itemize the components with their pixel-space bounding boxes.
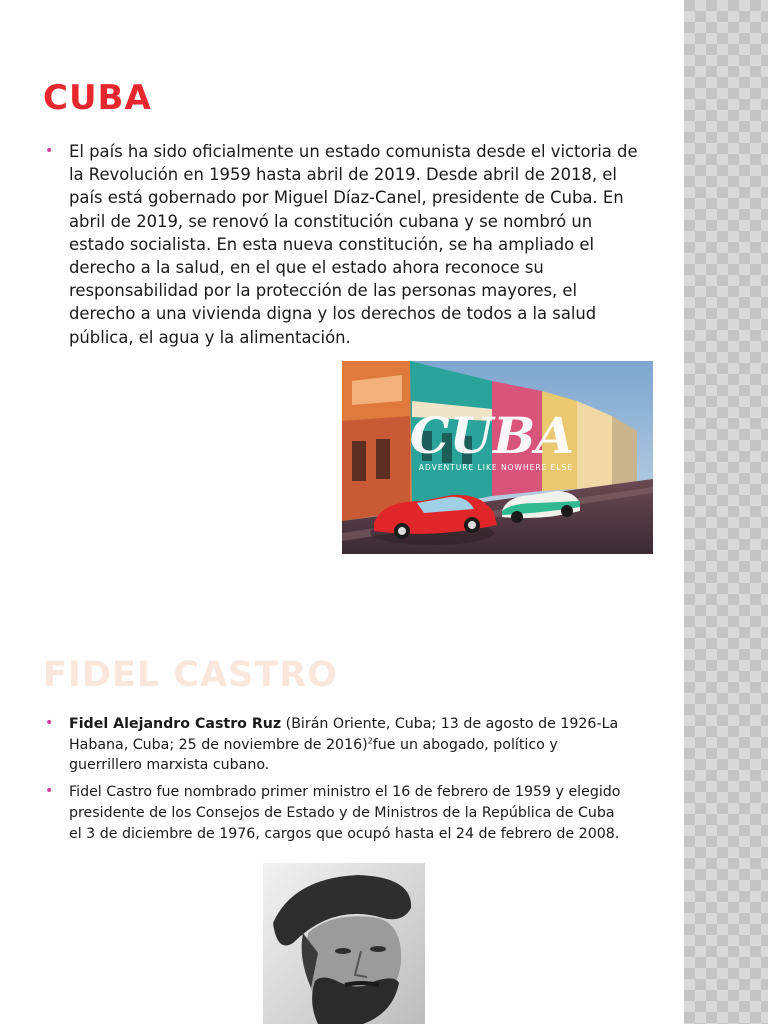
bullet-item — [43, 782, 623, 844]
slide-title: CUBA — [43, 78, 152, 118]
bullet-text: Fidel Castro fue nombrado primer ministro el 16 de febrero de 1959 y elegido presidente de los Consejos de Estado y de Ministros de la República de Cuba el 3 de diciembre de 1976, cargos que ocupó hasta el 24 de febrero de 2008. — [69, 784, 621, 842]
slide-title: FIDEL CASTRO — [43, 655, 338, 695]
bullet-icon: • — [45, 715, 54, 731]
bullet-list — [43, 140, 643, 349]
footnote-marker: 2 — [367, 735, 373, 745]
cuba-street-photo — [342, 361, 653, 554]
bullet-icon: • — [45, 783, 54, 800]
bullet-list — [43, 714, 623, 850]
bullet-item — [43, 714, 623, 776]
bullet-name: Fidel Alejandro Castro Ruz — [69, 716, 282, 732]
fidel-castro-portrait — [263, 863, 425, 1024]
bullet-text: fue un abogado, político y guerrillero marxista cubano. — [69, 736, 558, 774]
slide-fidel-castro — [0, 585, 684, 1024]
bullet-text: (Birán Oriente, Cuba; 13 de agosto de 1926-La Habana, Cuba; 25 de noviembre de 2016) — [69, 716, 619, 753]
poster-tagline: ADVENTURE LIKE NOWHERE ELSE — [418, 463, 574, 472]
bullet-item — [43, 140, 643, 349]
poster-title: CUBA — [409, 406, 575, 465]
bullet-text: El país ha sido oficialmente un estado comunista desde el victoria de la Revolución en 1959 hasta abril de 2019. Desde abril de 2018, el país está gobernado por Miguel Díaz-Canel, presidente de Cuba. En abril de 2019, se renovó la constitución cubana y se nombró un estado socialista. En esta nueva constitución, se ha ampliado el derecho a la salud, en el que el estado ahora reconoce su responsabilidad por la protección de las personas mayores, el derecho a una vivienda digna y los derechos de todos a la salud pública, el agua y la alimentación. — [69, 142, 638, 347]
decorative-side-band — [684, 0, 768, 1024]
bullet-icon: • — [45, 143, 54, 159]
